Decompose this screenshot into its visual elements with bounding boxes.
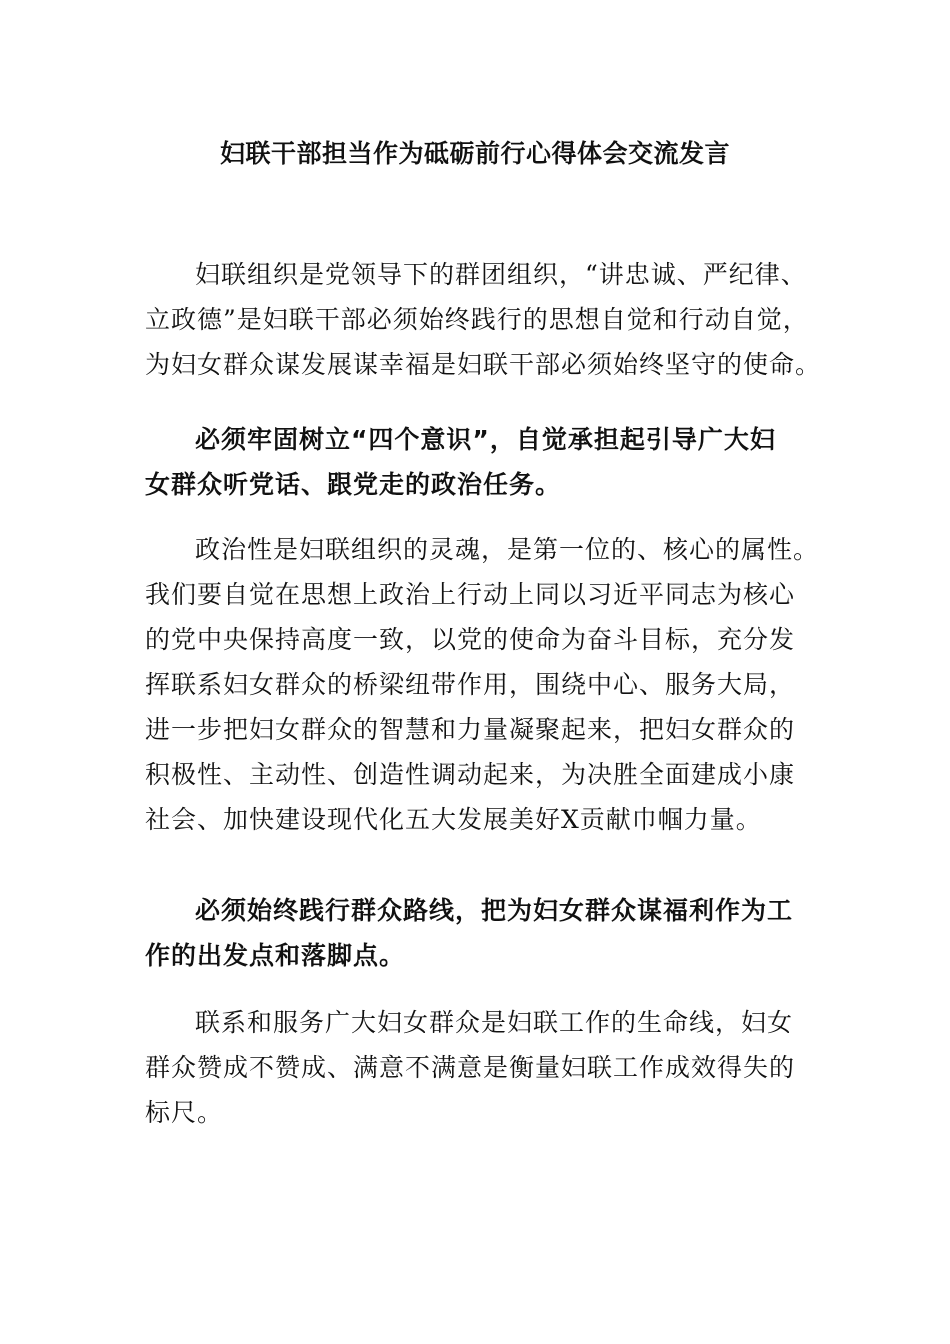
paragraph-line: 我们要自觉在思想上政治上行动上同以习近平同志为核心 xyxy=(145,580,796,609)
paragraph-line: 的党中央保持高度一致，以党的使命为奋斗目标，充分发 xyxy=(145,625,796,654)
section-heading-mass-line xyxy=(145,888,810,978)
paragraph-line: 挥联系妇女群众的桥梁纽带作用，围绕中心、服务大局， xyxy=(145,670,796,699)
section-heading-awareness xyxy=(145,417,810,507)
paragraph-line: 妇联组织是党领导下的群团组织，“讲忠诚、严纪律、 xyxy=(195,260,807,289)
heading-line: 必须牢固树立“四个意识”，自觉承担起引导广大妇 xyxy=(195,425,776,454)
paragraph-line: 进一步把妇女群众的智慧和力量凝聚起来，把妇女群众的 xyxy=(145,715,796,744)
paragraph-line: 标尺。 xyxy=(145,1098,224,1127)
paragraph-line: 积极性、主动性、创造性调动起来，为决胜全面建成小康 xyxy=(145,760,796,789)
paragraph-service xyxy=(145,1000,810,1135)
paragraph-line: 社会、加快建设现代化五大发展美好X贡献巾帼力量。 xyxy=(145,805,762,834)
heading-line: 作的出发点和落脚点。 xyxy=(145,941,406,970)
paragraph-line: 立政德”是妇联干部必须始终践行的思想自觉和行动自觉， xyxy=(145,305,809,334)
paragraph-line: 联系和服务广大妇女群众是妇联工作的生命线，妇女 xyxy=(195,1008,794,1037)
paragraph-line: 为妇女群众谋发展谋幸福是妇联干部必须始终坚守的使命。 xyxy=(145,350,822,379)
heading-line: 必须始终践行群众路线，把为妇女群众谋福利作为工 xyxy=(195,896,794,925)
paragraph-political xyxy=(145,527,820,842)
heading-line: 女群众听党话、跟党走的政治任务。 xyxy=(145,470,562,499)
document-title: 妇联干部担当作为砥砺前行心得体会交流发言 xyxy=(219,139,730,168)
paragraph-intro xyxy=(145,252,822,387)
paragraph-line: 群众赞成不赞成、满意不满意是衡量妇联工作成效得失的 xyxy=(145,1053,796,1082)
paragraph-line: 政治性是妇联组织的灵魂，是第一位的、核心的属性。 xyxy=(195,535,820,564)
